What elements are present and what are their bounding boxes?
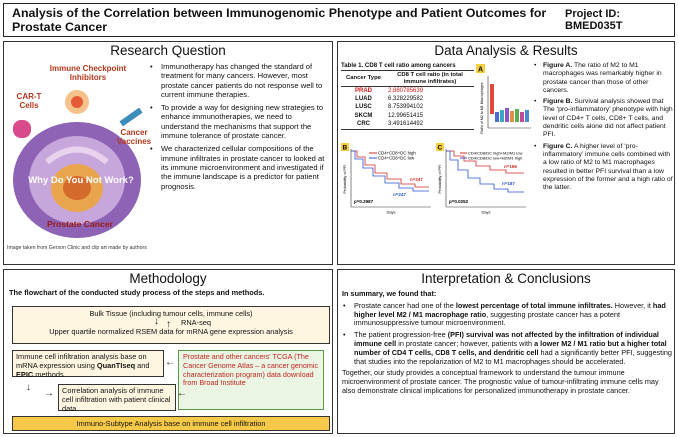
- finding-text: A higher level of ‘pro-inflammatory’ immune cells combined with a low ratio of M2 to M1 macrophages resulted in better PFI survival than a low expression of the former and a high ratio of the latter.: [543, 142, 673, 192]
- conclusion-bullet: [342, 331, 672, 366]
- text-run-bold: (PFI) survival was not affected by the infiltration of individual immune cell: [354, 330, 659, 348]
- finding-item: [534, 143, 673, 193]
- figure-a-box: [520, 112, 524, 122]
- poster-title: Analysis of the Correlation between Immunogenomic Phenotype and Patient Outcomes for Prostate Cancer: [12, 6, 547, 34]
- text-run: had a significantly better PFI, suggesting that studies into the repolarization of M2 to M1 macrophages should be accelerated.: [354, 347, 672, 366]
- methodology-panel: [3, 269, 333, 434]
- interpretation-content: [342, 290, 672, 396]
- research-question-panel: [3, 41, 333, 265]
- upper-quartile-text: Upper quartile normalized RSEM data for mRNA gene expression analysis: [49, 327, 293, 336]
- text-run: in prostate cancer; however, patients with: [396, 338, 535, 348]
- table-cell: 8.753994102: [388, 104, 424, 111]
- table-header: Cancer Type: [341, 71, 386, 87]
- finding-label: Figure C.: [543, 142, 573, 150]
- figure-a-box: [510, 111, 514, 122]
- vaccines-label: Cancer Vaccines: [116, 128, 152, 146]
- figure-b-n-high: n=247: [410, 177, 423, 182]
- research-bullet: • Immunotherapy has changed the standard of treatment for many cancers. However, most prostate cancer patients do not response well to current immune therapies.: [150, 62, 330, 99]
- interpretation-panel: [337, 269, 675, 434]
- figure-c-survival-plot: [436, 143, 528, 215]
- up-arrow: ↑: [166, 319, 171, 330]
- figure-b-n-low: n=247: [393, 192, 406, 197]
- tcga-box: Prostate and other cancers' TCGA (The Cancer Genome Atlas – a cancer genomic characterization program) data download from Broad Institute: [178, 350, 324, 410]
- immune-estimation-box: [12, 350, 164, 377]
- figure-b-xlabel: Days: [386, 209, 396, 215]
- left-arrow: ←: [165, 357, 175, 368]
- text-run-bold: had higher level M2 / M1 macrophage ratio: [354, 300, 666, 319]
- text-run-bold: a lower M2 / M1 ratio but a higher total number of CD4 T cells, CD8 T cells, and dendritic cell: [354, 338, 667, 357]
- bulk-tissue-text: Bulk Tissue (including tumour cells, immune cells): [89, 309, 253, 318]
- why-label: Why Do You Not Work?: [28, 175, 134, 186]
- left-arrow: ←: [177, 388, 187, 399]
- figure-c-legend-high: CD4/CD8/DC high+M2/M1 low: [468, 150, 523, 156]
- table-cell: 2.880785639: [388, 87, 424, 94]
- table-header: CD8 T cell ratio (in total immune infiltrates): [386, 71, 474, 87]
- title-bar: [3, 3, 675, 37]
- table-cell: SKCM: [354, 112, 373, 119]
- figure-c-panel-label: C: [437, 144, 443, 152]
- figure-a-box: [525, 110, 529, 122]
- closing-paragraph: Together, our study provides a conceptual framework to understand the tumour immune microenvironment of prostate cancer. The prognostic value of tumour-infiltrating immune cells may also demonstrate clinical implications for personalized immunotherapy in prostate cancer.: [342, 368, 659, 395]
- table-row: [341, 112, 474, 120]
- conclusion-bullets: [342, 302, 672, 367]
- research-bullet: • We characterized cellular compositions of the immune infiltrates in prostate cancer to looked at its immune microenvironment and investigated if the immune landscape is a predictor for patient prognosis.: [150, 144, 330, 190]
- table-row: [341, 95, 474, 103]
- immuno-subtype-box: Immuno-Subtype Analysis base on immune cell infiltration: [12, 416, 330, 431]
- interpretation-heading: Interpretation & Conclusions: [421, 271, 591, 286]
- table-cell: CRC: [341, 121, 386, 130]
- table-cell: 3.491614492: [386, 121, 474, 130]
- text-run-bold: lowest percentage of total immune infiltrates.: [455, 300, 613, 310]
- finding-item: [534, 62, 673, 95]
- research-question-heading: Research Question: [110, 43, 226, 58]
- methods-text: methods: [33, 370, 64, 379]
- figure-a-box: [495, 112, 499, 122]
- research-bullets: [150, 62, 330, 195]
- research-bullet: • To provide a way for designing new strategies to enhance immunotherapies, we need to understand the mechanisms that support the immune tolerance of prostate cancer.: [150, 103, 330, 140]
- figure-a-box: [500, 110, 504, 122]
- table-row: [341, 104, 474, 112]
- text-run: However, it: [612, 300, 653, 310]
- table-cell: LUSC: [355, 104, 372, 111]
- figure-c-xlabel: Days: [481, 209, 491, 215]
- finding-label: Figure A.: [543, 62, 573, 69]
- research-illustration: [7, 62, 147, 245]
- table-row: [341, 87, 474, 96]
- image-credit: Image taken from Gerson Clinic and clip art made by authors: [7, 245, 147, 251]
- figure-a-boxplot: [476, 64, 532, 136]
- figure-c-n-low: n=187: [502, 181, 515, 186]
- epic-label: EPIC: [16, 370, 34, 379]
- table-title: Table 1. CD8 T cell ratio among cancers: [341, 62, 456, 69]
- table-cell: PRAD: [354, 87, 372, 94]
- figure-c-legend-low: CD4/CD8/DC low+M2/M1 high: [468, 155, 523, 161]
- cart-label: CAR-T Cells: [16, 92, 42, 110]
- data-analysis-heading: Data Analysis & Results: [434, 43, 578, 58]
- checkpoint-label: Immune Checkpoint Inhibitors: [49, 64, 127, 82]
- table-row: [341, 121, 474, 130]
- figure-b-ylabel: Probability of PFI: [343, 164, 347, 194]
- figure-a-ylabel: Ratio of M2 to M1 Macrophages: [480, 82, 484, 134]
- table-cell: 12.99651415: [388, 112, 424, 119]
- conclusion-bullet: [342, 302, 672, 328]
- project-id: Project ID: BMED035T: [565, 8, 623, 32]
- right-arrow: →: [44, 388, 54, 399]
- down-arrow: ↓: [26, 382, 31, 393]
- figure-b-legend-high: CD4+CD8+DC high: [378, 150, 416, 156]
- figure-findings: [534, 62, 673, 195]
- finding-label: Figure B.: [543, 98, 573, 106]
- figure-a-box: [490, 84, 494, 114]
- figure-b-p-value: p=0.2987: [354, 199, 374, 204]
- figure-c-p-value: p=0.0252: [449, 199, 469, 204]
- prostate-cancer-label: Prostate Cancer: [47, 219, 113, 229]
- figure-a-panel-label: A: [478, 66, 484, 74]
- figure-c-ylabel: Probability of PFI: [438, 164, 442, 194]
- finding-text: The ratio of M2 to M1 macrophages was remarkably higher in prostate cancer than those of other cancers.: [543, 62, 662, 94]
- text-run: Prostate cancer had one of the: [354, 300, 456, 310]
- correlation-box: Correlation analysis of immune cell infiltration with patient clinical data: [58, 384, 176, 411]
- table-cell: 6.328229582: [388, 95, 424, 102]
- summary-lead: In summary, we found that:: [342, 289, 437, 298]
- table-cell: LUAD: [355, 95, 372, 102]
- figure-b-survival-plot: [341, 143, 433, 215]
- text-run: , suggesting prostate cancer has a potent immunosuppressive tumour microenvironment.: [354, 309, 621, 328]
- quantiseq-label: QuanTIseq: [96, 361, 136, 370]
- methodology-heading: Methodology: [129, 271, 207, 286]
- and-text: and: [135, 361, 150, 370]
- immune-estimation-text: Immune cell infiltration analysis base on mRNA expression using: [16, 352, 147, 370]
- bulk-tissue-box: [12, 306, 330, 344]
- cd8-table-block: [341, 62, 476, 130]
- figure-b-panel-label: B: [342, 144, 348, 152]
- figure-a-box: [505, 108, 509, 122]
- down-arrow: ↓: [154, 316, 159, 327]
- data-analysis-panel: [337, 41, 675, 265]
- finding-item: [534, 98, 673, 139]
- methodology-subtitle: The flowchart of the conducted study process of the steps and methods.: [9, 288, 265, 297]
- rnaseq-text: RNA-seq: [181, 318, 211, 327]
- finding-text: Survival analysis showed that The ‘pro-inflammatory’ phenotype with high level of CD4+ T cells, CD8+ T cells, and dendritic cells alone did not affect patient PFI.: [543, 98, 673, 139]
- text-run: The patient progression-free: [354, 330, 448, 340]
- figure-b-legend-low: CD4+CD8+DC low: [378, 155, 415, 161]
- figure-a-box: [515, 109, 519, 122]
- figure-c-n-high: n=166: [504, 164, 517, 169]
- cd8-ratio-table: [341, 70, 474, 130]
